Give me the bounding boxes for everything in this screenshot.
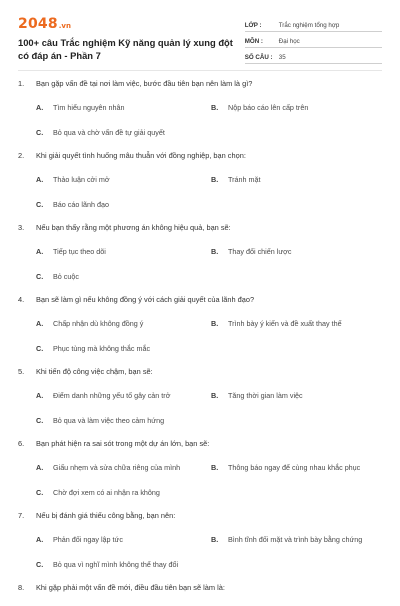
option-text: Báo cáo lãnh đạo (53, 200, 109, 209)
question-stem (18, 295, 382, 306)
brand-logo[interactable] (18, 16, 245, 32)
option-letter: C. (36, 560, 44, 569)
option-row (18, 272, 382, 283)
options (18, 103, 382, 139)
option-letter: A. (36, 391, 44, 400)
document-title: 100+ câu Trắc nghiệm Kỹ năng quản lý xung đột có đáp án - Phần 7 (18, 37, 233, 61)
header-left (18, 14, 245, 84)
option-text: Bỏ qua vì nghĩ mình không thể thay đổi (53, 560, 179, 569)
meta-row-count (245, 48, 382, 64)
meta-row-subject (245, 32, 382, 48)
option-row (18, 319, 382, 330)
option-row (18, 344, 382, 355)
question-text: Nếu bị đánh giá thiếu công bằng, bạn nên: (36, 511, 176, 520)
options (18, 319, 382, 355)
option-c[interactable] (36, 416, 164, 427)
option-a[interactable] (36, 175, 211, 186)
option-text: Bỏ cuộc (53, 272, 79, 281)
option-letter: B. (211, 535, 219, 544)
option-text: Thảo luận cởi mở (53, 175, 110, 184)
meta-value: Đại học (278, 38, 300, 45)
header (18, 14, 382, 84)
option-row (18, 488, 382, 499)
question-stem (18, 367, 382, 378)
meta-label: LỚP : (244, 22, 262, 29)
question-text: Bạn phát hiện ra sai sót trong một dự án lớn, bạn sẽ: (36, 439, 210, 448)
option-a[interactable] (36, 463, 211, 474)
option-c[interactable] (36, 128, 165, 139)
option-b[interactable] (211, 175, 382, 186)
header-divider (18, 70, 382, 71)
option-letter: C. (36, 488, 44, 497)
option-a[interactable] (36, 535, 211, 546)
question-stem (18, 79, 382, 90)
option-text: Bỏ qua và chờ vấn đề tự giải quyết (53, 128, 165, 137)
question-text: Bạn gặp vấn đề tại nơi làm việc, bước đầu tiên bạn nên làm là gì? (36, 79, 253, 88)
option-letter: A. (36, 535, 44, 544)
question-number: 5. (18, 367, 25, 376)
option-letter: A. (36, 319, 44, 328)
option-text: Trình bày ý kiến và đề xuất thay thế (228, 319, 342, 328)
option-letter: C. (36, 128, 44, 137)
question-number: 6. (18, 439, 25, 448)
option-letter: B. (211, 103, 219, 112)
option-letter: B. (211, 247, 219, 256)
option-letter: A. (36, 463, 44, 472)
option-c[interactable] (36, 560, 178, 571)
question-text: Nếu bạn thấy rằng một phương án không hiệu quả, bạn sẽ: (36, 223, 231, 232)
question-6 (18, 439, 382, 499)
option-letter: C. (36, 272, 44, 281)
question-number: 3. (18, 223, 25, 232)
question-number: 2. (18, 151, 25, 160)
meta-value: 35 (278, 54, 286, 61)
option-letter: B. (211, 175, 219, 184)
option-letter: C. (36, 344, 44, 353)
question-1 (18, 79, 382, 139)
question-stem (18, 151, 382, 162)
question-stem (18, 439, 382, 450)
option-a[interactable] (36, 391, 211, 402)
option-b[interactable] (211, 535, 382, 546)
option-text: Thay đổi chiến lược (228, 247, 292, 256)
meta-label: SỐ CÂU : (244, 54, 273, 61)
option-a[interactable] (36, 247, 211, 258)
option-text: Phản đối ngay lập tức (53, 535, 123, 544)
option-letter: C. (36, 200, 44, 209)
option-text: Tăng thời gian làm việc (228, 391, 303, 400)
option-text: Tiếp tục theo dõi (53, 247, 106, 256)
question-number: 1. (18, 79, 25, 88)
option-row (18, 463, 382, 474)
option-c[interactable] (36, 344, 150, 355)
question-4 (18, 295, 382, 355)
option-row (18, 560, 382, 571)
option-b[interactable] (211, 103, 382, 114)
question-text: Khi giải quyết tình huống mâu thuẫn với đồng nghiệp, bạn chọn: (36, 151, 246, 160)
option-letter: B. (211, 391, 219, 400)
option-row (18, 175, 382, 186)
meta-value: Trắc nghiệm tổng hợp (278, 22, 340, 29)
option-b[interactable] (211, 463, 382, 474)
option-text: Tìm hiểu nguyên nhân (53, 103, 125, 112)
question-number: 7. (18, 511, 25, 520)
option-text: Phục tùng mà không thắc mắc (53, 344, 151, 353)
options (18, 535, 382, 571)
brand-main: 2048 (18, 16, 58, 32)
options (18, 391, 382, 427)
option-row (18, 416, 382, 427)
option-letter: A. (36, 247, 44, 256)
option-text: Tránh mặt (228, 175, 261, 184)
question-3 (18, 223, 382, 283)
option-row (18, 391, 382, 402)
question-text: Khi gặp phải một vấn đề mới, điều đầu tiên bạn sẽ làm là: (36, 583, 225, 592)
question-stem (18, 223, 382, 234)
option-row (18, 200, 382, 211)
meta-table (245, 16, 382, 84)
option-text: Thông báo ngay để cùng nhau khắc phục (228, 463, 361, 472)
option-row (18, 128, 382, 139)
option-row (18, 535, 382, 546)
question-stem (18, 583, 382, 594)
option-letter: A. (36, 103, 44, 112)
question-text: Khi tiến độ công việc chậm, bạn sẽ: (36, 367, 153, 376)
question-2 (18, 151, 382, 211)
options (18, 247, 382, 283)
option-text: Nộp báo cáo lên cấp trên (228, 103, 309, 112)
option-text: Điểm danh những yếu tố gây cản trở (53, 391, 171, 400)
option-letter: B. (211, 319, 219, 328)
question-list (18, 79, 382, 606)
option-b[interactable] (211, 319, 382, 330)
meta-label: MÔN : (244, 38, 263, 45)
option-c[interactable] (36, 488, 160, 499)
question-5 (18, 367, 382, 427)
option-c[interactable] (36, 200, 109, 211)
options (18, 175, 382, 211)
option-a[interactable] (36, 319, 211, 330)
question-stem (18, 511, 382, 522)
option-row (18, 247, 382, 258)
options (18, 463, 382, 499)
question-number: 8. (18, 583, 25, 592)
option-row (18, 103, 382, 114)
option-text: Chấp nhận dù không đồng ý (53, 319, 144, 328)
option-letter: C. (36, 416, 44, 425)
option-b[interactable] (211, 247, 382, 258)
option-a[interactable] (36, 103, 211, 114)
option-text: Giấu nhẹm và sửa chữa riêng của mình (53, 463, 181, 472)
option-b[interactable] (211, 391, 382, 402)
option-text: Bình tĩnh đối mặt và trình bày bằng chứng (228, 535, 363, 544)
question-7 (18, 511, 382, 571)
option-c[interactable] (36, 272, 79, 283)
option-letter: B. (211, 463, 219, 472)
question-number: 4. (18, 295, 25, 304)
meta-row-class (245, 16, 382, 32)
option-text: Bỏ qua và làm việc theo cảm hứng (53, 416, 165, 425)
question-8 (18, 583, 382, 594)
question-text: Bạn sẽ làm gì nếu không đồng ý với cách giải quyết của lãnh đạo? (36, 295, 255, 304)
option-text: Chờ đợi xem có ai nhận ra không (53, 488, 160, 497)
brand-sub: .vn (58, 22, 71, 30)
option-letter: A. (36, 175, 44, 184)
